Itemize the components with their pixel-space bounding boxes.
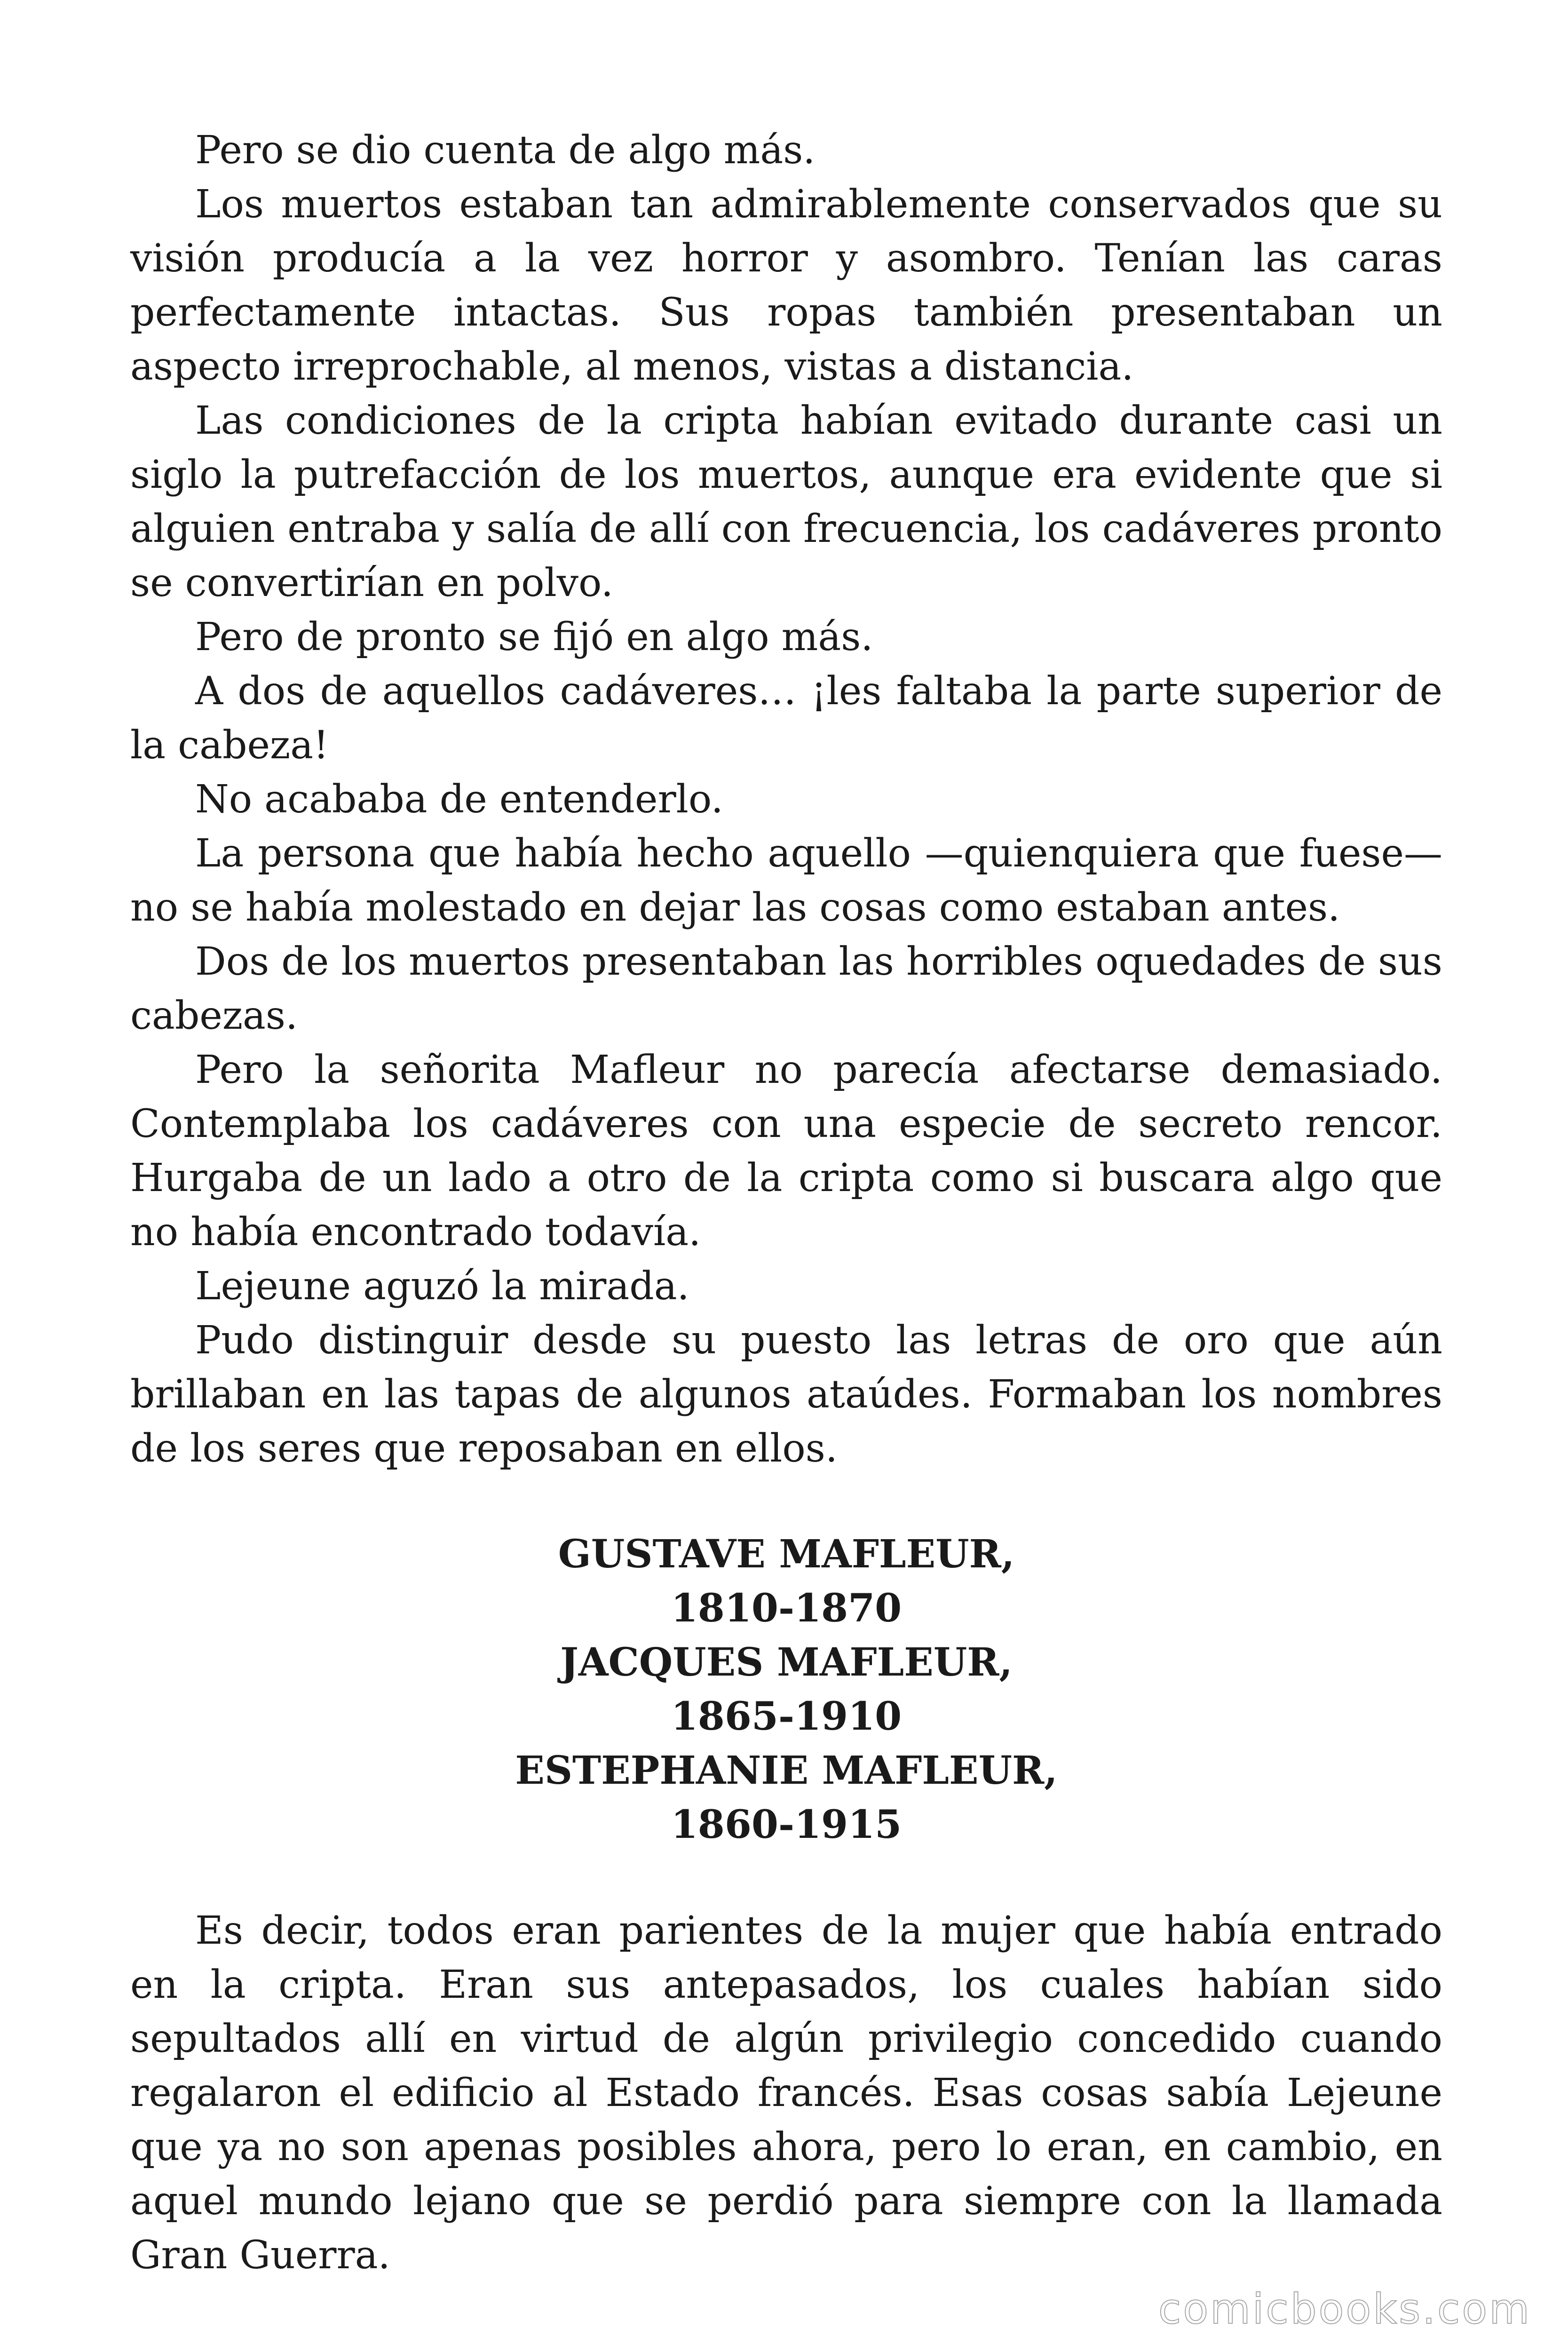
paragraph: Pero se dio cuenta de algo más. (195, 128, 816, 173)
paragraph: La persona que había hecho aquello —quienquiera que fuese— no se había molestado en dejar las cosas como estaban antes. (130, 831, 1442, 930)
coffin-dates-line: 1865-1910 (671, 1694, 902, 1739)
coffin-name-line: JACQUES MAFLEUR, (560, 1640, 1013, 1685)
paragraph: No acababa de entenderlo. (195, 777, 723, 822)
coffin-name-line: ESTEPHANIE MAFLEUR, (515, 1748, 1058, 1793)
coffin-dates-line: 1860-1915 (671, 1802, 902, 1847)
paragraph: Dos de los muertos presentaban las horribles oquedades de sus cabezas. (130, 939, 1442, 1038)
paragraph: A dos de aquellos cadáveres… ¡les faltaba la parte superior de la cabeza! (130, 669, 1442, 768)
coffin-dates-line: 1810-1870 (671, 1586, 902, 1631)
watermark-logo: comicbooks.com (1158, 2285, 1531, 2333)
paragraph: Pero la señorita Mafleur no parecía afectarse demasiado. Contemplaba los cadáveres con una especie de secreto rencor. Hurgaba de un lado a otro de la cripta como si buscara algo que no había encontrado todavía. (130, 1048, 1442, 1255)
paragraph: Es decir, todos eran parientes de la mujer que había entrado en la cripta. Eran sus antepasados, los cuales habían sido sepultados allí en virtud de algún privilegio concedido cuando regalaron el edificio al Estado francés. Esas cosas sabía Lejeune que ya no son apenas posibles ahora, pero lo eran, en cambio, en aquel mundo lejano que se perdió para siempre con la llamada Gran Guerra. (130, 1908, 1442, 2278)
page-body (130, 123, 1442, 2282)
coffin-name-line: GUSTAVE MAFLEUR, (558, 1532, 1015, 1577)
paragraph: Pero de pronto se fijó en algo más. (195, 615, 873, 660)
coffin-names-list (130, 1527, 1442, 1852)
paragraph: Lejeune aguzó la mirada. (195, 1264, 689, 1309)
paragraph: Los muertos estaban tan admirablemente conservados que su visión producía a la vez horror y asombro. Tenían las caras perfectamente intactas. Sus ropas también presentaban un aspecto irreprochable, al menos, vistas a distancia. (130, 182, 1442, 389)
paragraph: Las condiciones de la cripta habían evitado durante casi un siglo la putrefacción de los muertos, aunque era evidente que si alguien entraba y salía de allí con frecuencia, los cadáveres pronto se convertirían en polvo. (130, 398, 1442, 605)
paragraph: Pudo distinguir desde su puesto las letras de oro que aún brillaban en las tapas de algunos ataúdes. Formaban los nombres de los seres que reposaban en ellos. (130, 1318, 1442, 1471)
